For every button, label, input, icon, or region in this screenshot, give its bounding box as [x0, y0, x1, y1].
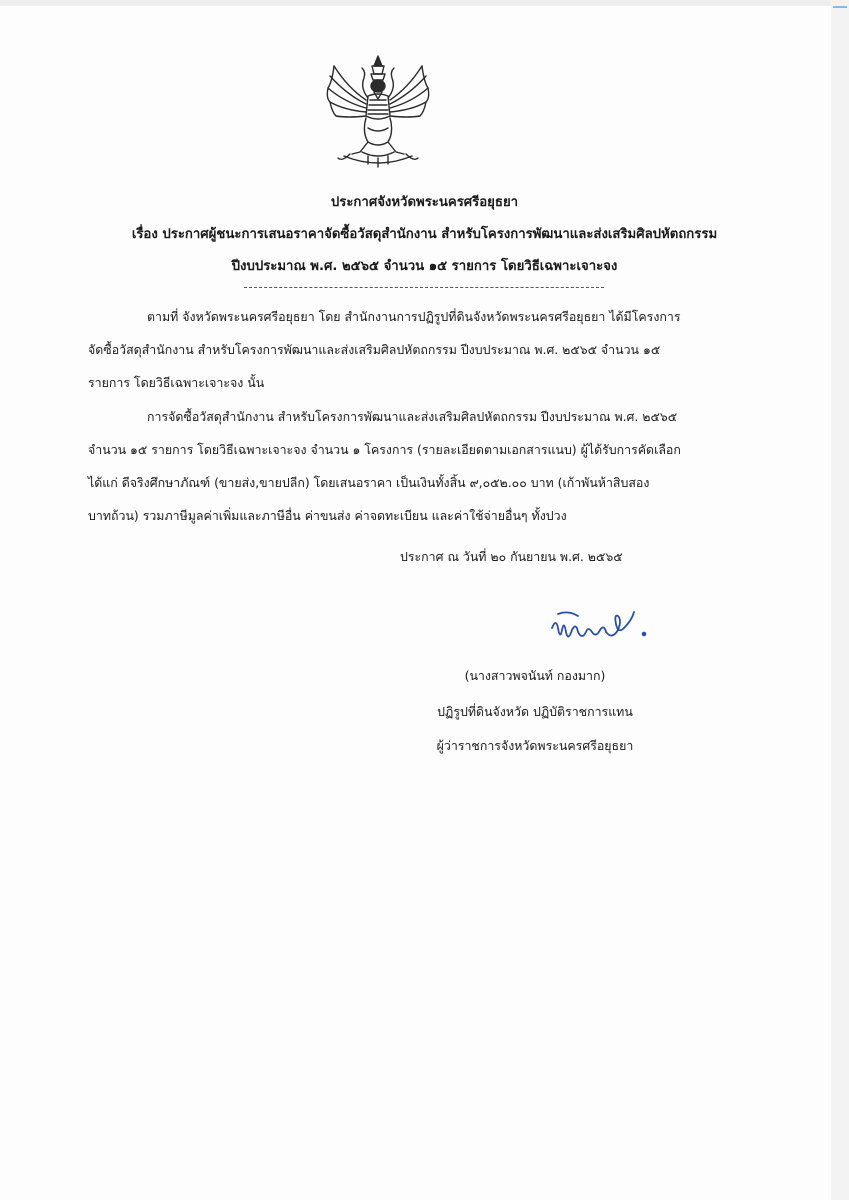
- garuda-emblem-icon: [322, 52, 434, 170]
- paragraph-2-line-2: จำนวน ๑๕ รายการ โดยวิธีเฉพาะเจาะจง จำนวน ๑ โครงการ (รายละเอียดตามเอกสารแนบ) ผู้ได้รับการคัดเลือก: [88, 442, 681, 457]
- signatory-name: (นางสาวพจนันท์ กองมาก): [464, 668, 606, 683]
- scan-right-edge: [831, 0, 849, 1200]
- announcement-title: ประกาศจังหวัดพระนครศรีอยุธยา: [330, 195, 519, 210]
- heading-divider: [244, 287, 604, 288]
- paragraph-2-line-3: ได้แก่ ดีจริงศึกษาภัณฑ์ (ขายส่ง,ขายปลีก) โดยเสนอราคา เป็นเงินทั้งสิ้น ๙,๐๕๒.๐๐ บาท (เก้าพันห้าสิบสอง: [88, 475, 650, 490]
- paragraph-1-line-2: จัดซื้อวัสดุสำนักงาน สำหรับโครงการพัฒนาและส่งเสริมศิลปหัตถกรรม ปีงบประมาณ พ.ศ. ๒๕๖๕ จำนวน ๑๕: [88, 342, 661, 357]
- paragraph-2-line-4: บาทถ้วน) รวมภาษีมูลค่าเพิ่มและภาษีอื่น ค่าขนส่ง ค่าจดทะเบียน และค่าใช้จ่ายอื่นๆ ทั้งปวง: [88, 508, 567, 523]
- scan-top-edge: [0, 0, 849, 6]
- handwritten-signature: [548, 606, 658, 652]
- announced-date: ประกาศ ณ วันที่ ๒๐ กันยายน พ.ศ. ๒๕๖๕: [400, 549, 623, 564]
- paragraph-1-line-1: ตามที่ จังหวัดพระนครศรีอยุธยา โดย สำนักงานการปฏิรูปที่ดินจังหวัดพระนครศรีอยุธยา ได้มีโครงการ: [147, 309, 681, 324]
- paragraph-1-line-3: รายการ โดยวิธีเฉพาะเจาะจง นั้น: [88, 375, 265, 390]
- paragraph-2-line-1: การจัดซื้อวัสดุสำนักงาน สำหรับโครงการพัฒนาและส่งเสริมศิลปหัตถกรรม ปีงบประมาณ พ.ศ. ๒๕๖๕: [147, 409, 678, 424]
- signatory-position-2: ผู้ว่าราชการจังหวัดพระนครศรีอยุธยา: [436, 738, 634, 753]
- signatory-position-1: ปฏิรูปที่ดินจังหวัด ปฏิบัติราชการแทน: [437, 704, 633, 719]
- announcement-subject-line-2: ปีงบประมาณ พ.ศ. ๒๕๖๕ จำนวน ๑๕ รายการ โดยวิธีเฉพาะเจาะจง: [231, 259, 618, 274]
- announcement-subject-line-1: เรื่อง ประกาศผู้ชนะการเสนอราคาจัดซื้อวัสดุสำนักงาน สำหรับโครงการพัฒนาและส่งเสริมศิลปหัตถกรรม: [131, 227, 718, 242]
